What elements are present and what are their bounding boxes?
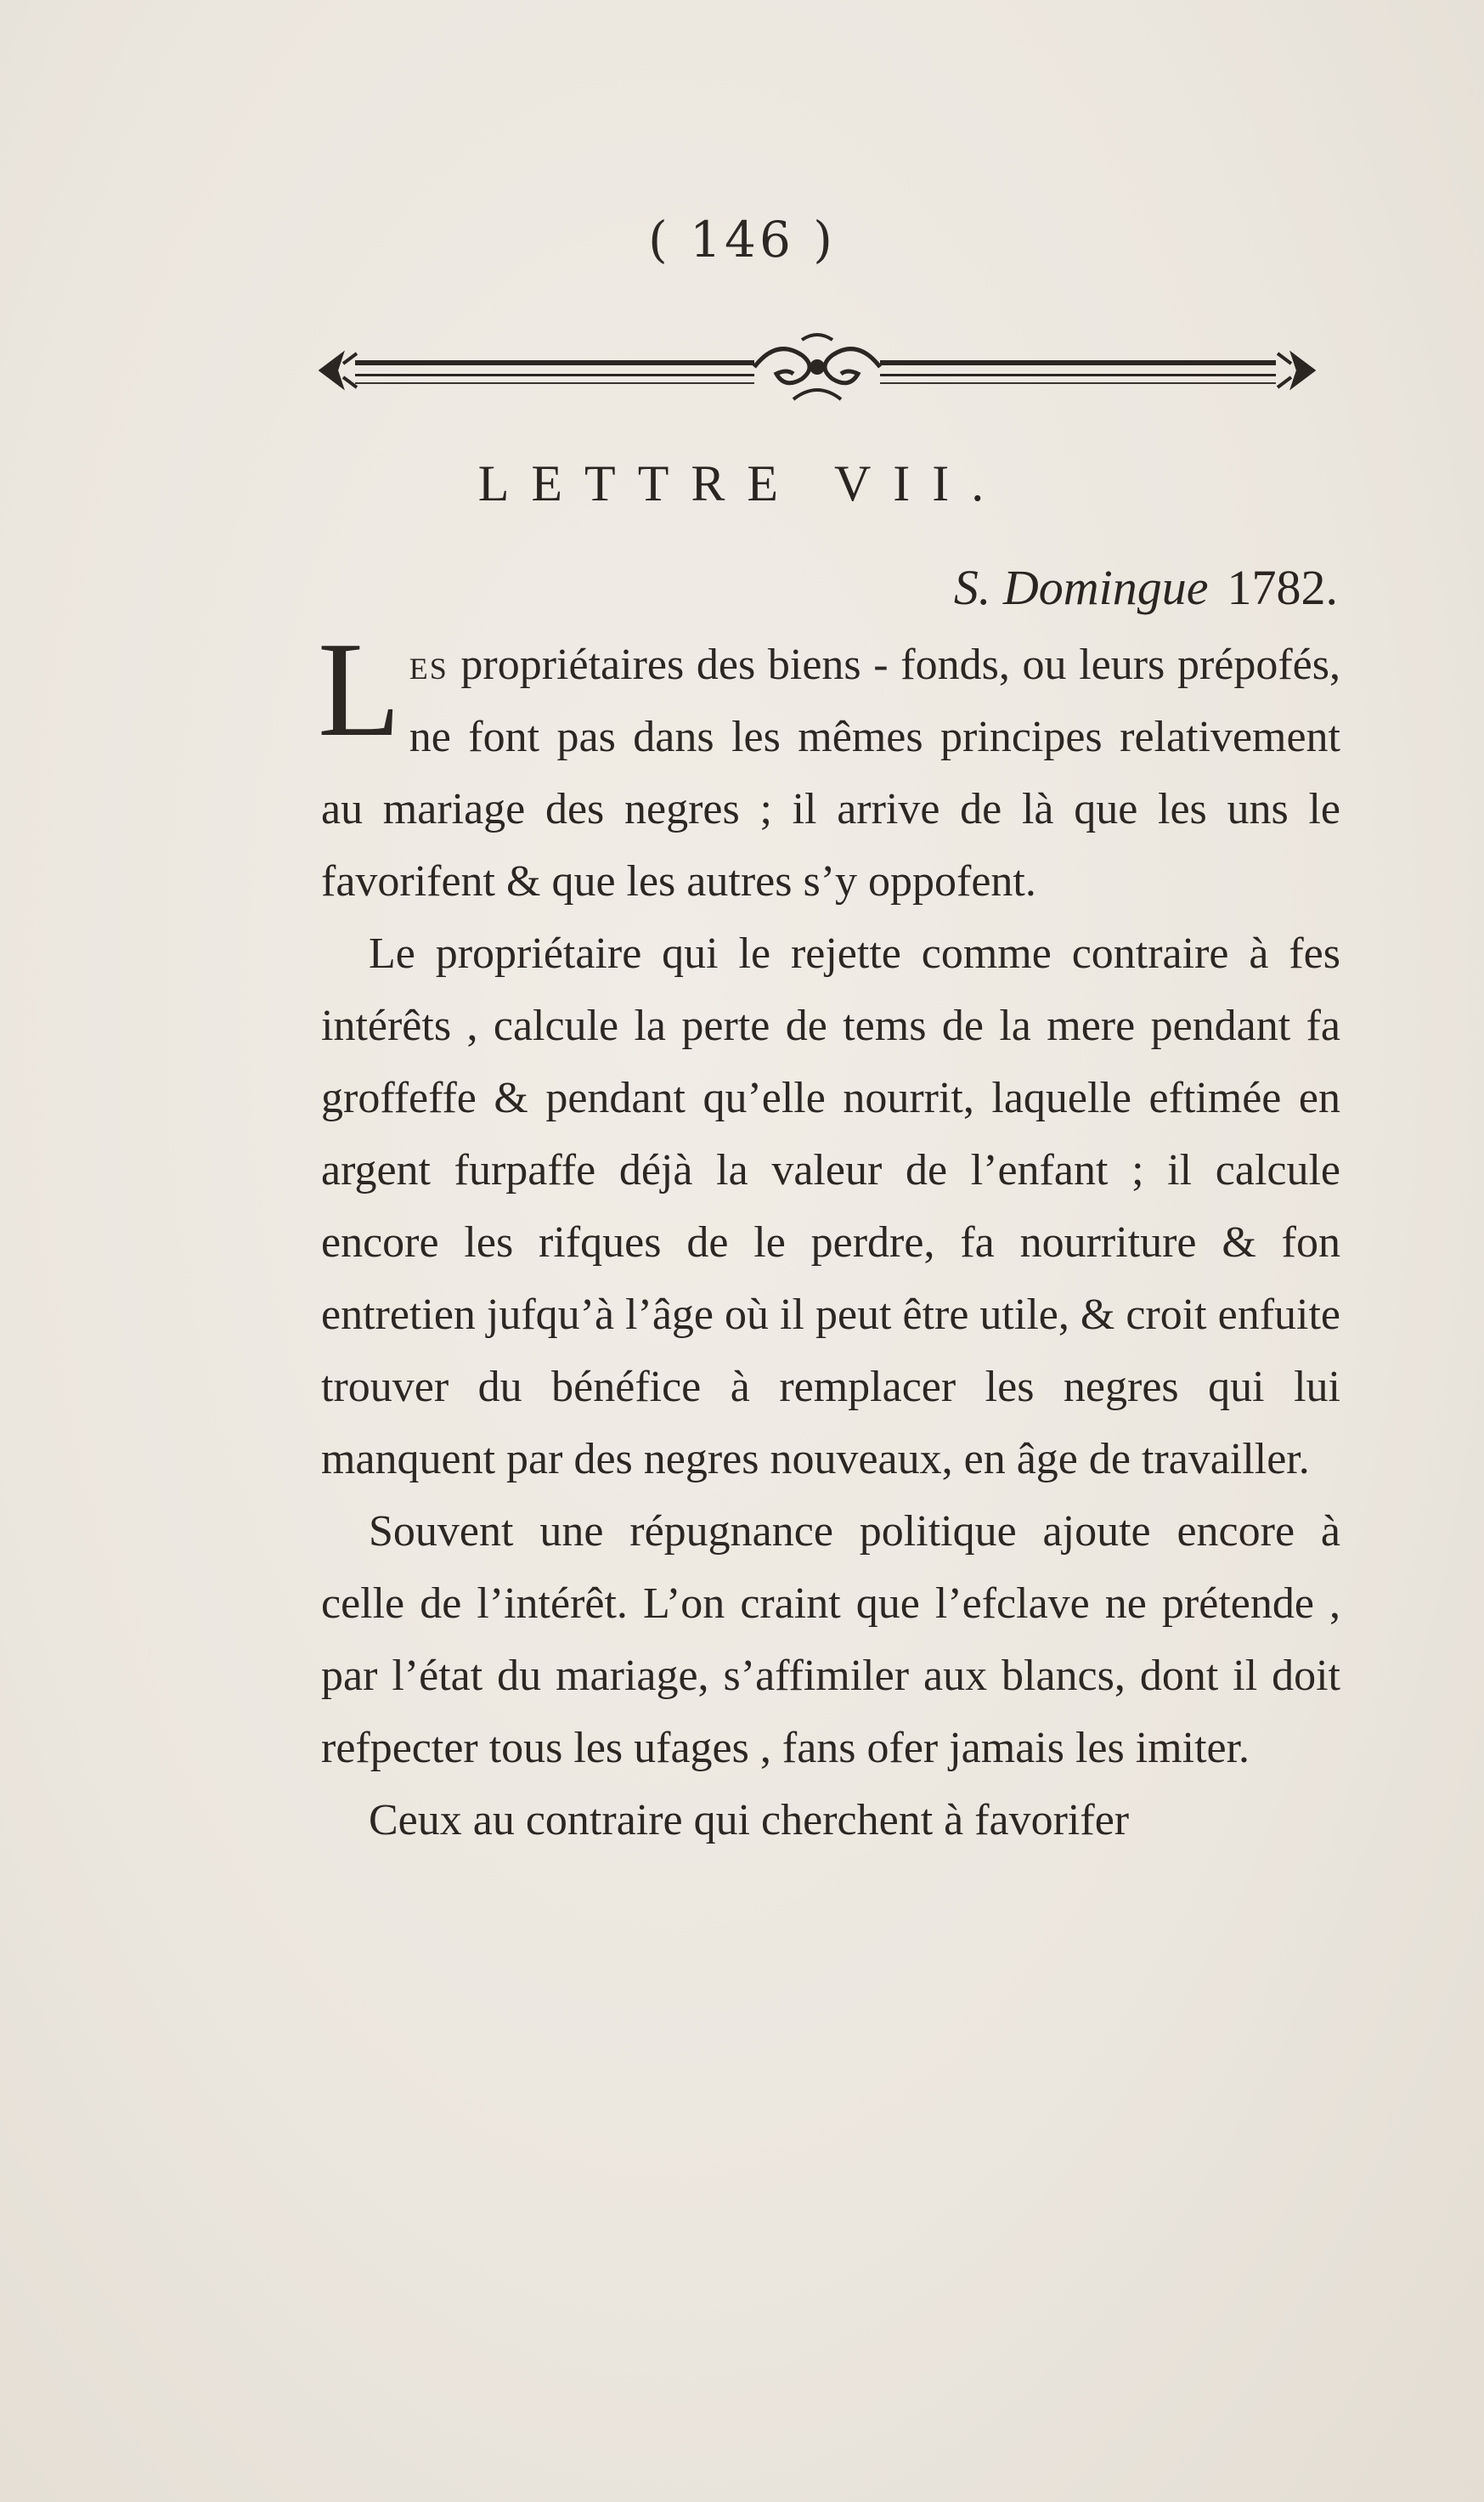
paragraph-3: Souvent une répugnance politique ajoute encore à celle de l’intérêt. L’on craint que l’efclave ne prétende , par l’état du mariage, s’affimiler aux blancs, dont il doit refpecter tous les ufages , fans ofer jamais les imiter. [321,1507,1340,1772]
ornament-rule-left-top [355,360,754,365]
ornament-fleuron [754,335,880,399]
paragraph-1 [318,613,1340,918]
ornament-right-flourish [1278,353,1313,387]
ornament-left-flourish [321,353,357,387]
first-word-rest: es [409,641,449,689]
ornament-rule-right-bottom [880,374,1276,376]
paragraph-4: Ceux au contraire qui cherchent à favorifer [369,1796,1130,1844]
ornament-rule [318,330,1317,411]
ornament-rule-left-thin [355,382,754,384]
dateline-place: S. Domingue [953,560,1209,615]
page-number: ( 146 ) [648,211,836,268]
ornament-rule-right-top [880,360,1276,365]
dateline [954,559,1338,616]
dateline-year: 1782. [1227,560,1338,615]
ornament-rule-right-thin [880,382,1276,384]
body-text [318,613,1340,1856]
letter-title: LETTRE VII. [477,455,1007,511]
drop-cap: L [318,613,401,765]
paragraph-1-text: propriétaires des biens - fonds, ou leurs prépofés, ne font pas dans les mêmes principes relativement au mariage des negres ; il arrive de là que les uns le favorifent & que les autres s’y oppofent. [321,641,1340,906]
paragraph-2: Le propriétaire qui le rejette comme contraire à fes intérêts , calcule la perte de tems de la mere pendant fa groffeffe & pendant qu’elle nourrit, laquelle eftimée en argent furpaffe déjà la valeur de l’enfant ; il calcule encore les rifques de le perdre, fa nourriture & fon entretien jufqu’à l’âge où il peut être utile, & croit enfuite trouver du bénéfice à remplacer les negres qui lui manquent par des negres nouveaux, en âge de travailler. [321,929,1340,1483]
ornament-rule-left-bottom [355,374,754,376]
